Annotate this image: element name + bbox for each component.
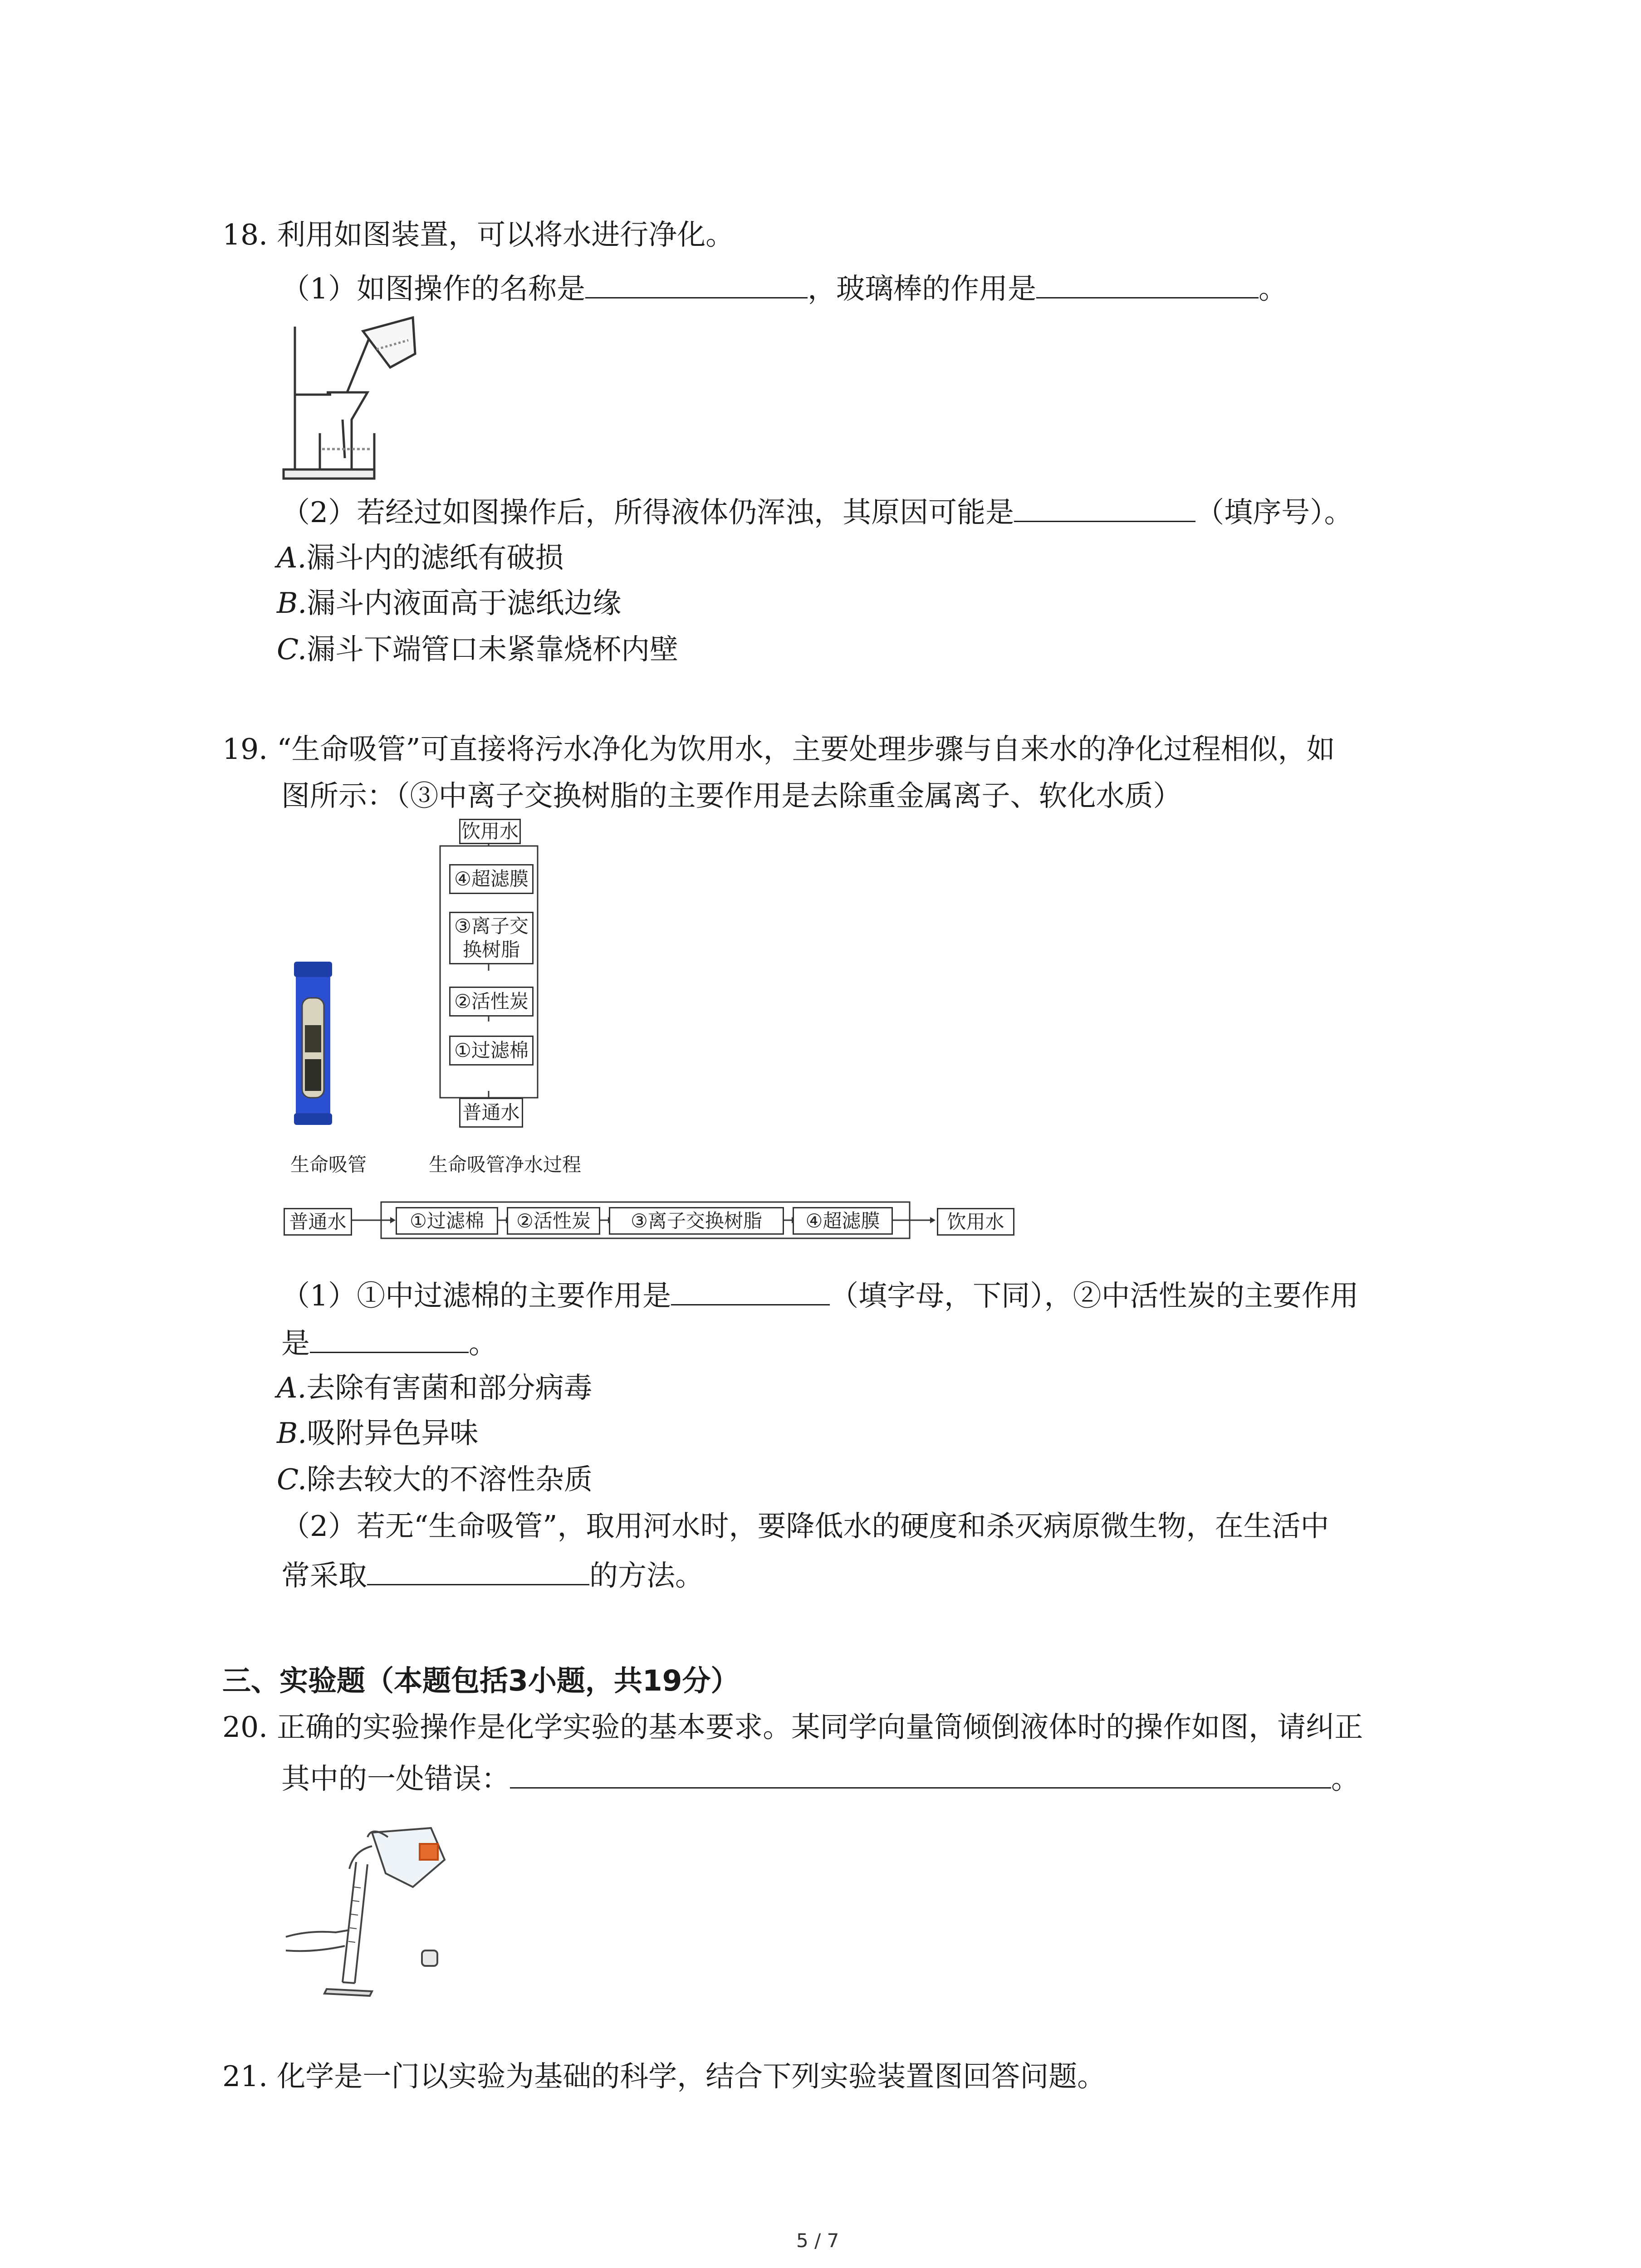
option-letter: C. — [277, 1463, 307, 1496]
q19-part2-line2 — [281, 1557, 704, 1594]
q18-p2-text-b: （填序号）。 — [1195, 496, 1353, 529]
option-letter: C. — [277, 633, 307, 666]
option-letter: B. — [277, 587, 307, 620]
q19-blank-method[interactable] — [367, 1557, 589, 1585]
q21-stem: 21. 化学是一门以实验为基础的科学，结合下列实验装置图回答问题。 — [222, 2060, 1106, 2093]
q18-blank-operation-name[interactable] — [585, 270, 808, 298]
q19-p2-text-c: 的方法。 — [589, 1559, 704, 1592]
q18-option-c — [277, 631, 678, 668]
q20-line1: 20. 正确的实验操作是化学实验的基本要求。某同学向量筒倾倒液体时的操作如图，请纠正 — [222, 1711, 1363, 1744]
q18-p2-text-a: （2）若经过如图操作后，所得液体仍浑浊，其原因可能是 — [281, 496, 1014, 529]
pouring-liquid-figure — [281, 1819, 499, 2000]
hflow-step-1: ①过滤棉 — [396, 1207, 498, 1235]
vflow-ordinary-water: 普通水 — [459, 1098, 523, 1128]
caption-process: 生命吸管净水过程 — [429, 1154, 582, 1176]
q20-text-b: 。 — [1331, 1762, 1360, 1795]
q18-part1 — [281, 270, 1287, 307]
vflow-step-4: ④超滤膜 — [449, 864, 534, 894]
q19-option-c — [277, 1461, 593, 1498]
option-text: 除去较大的不溶性杂质 — [306, 1463, 593, 1496]
hflow-step-2: ②活性炭 — [507, 1207, 600, 1235]
q19-part2-line1: （2）若无“生命吸管”，取用河水时，要降低水的硬度和杀灭病原微生物，在生活中 — [281, 1510, 1329, 1543]
vflow-step-1: ①过滤棉 — [449, 1036, 534, 1066]
page-number: 5 / 7 — [796, 2229, 839, 2252]
q19-blank-filter-cotton[interactable] — [671, 1277, 830, 1305]
option-text: 漏斗内液面高于滤纸边缘 — [307, 587, 622, 620]
option-letter: B. — [277, 1417, 307, 1450]
option-letter: A. — [277, 541, 307, 574]
q20-line2 — [281, 1760, 1360, 1797]
life-straw-photo — [290, 957, 336, 1129]
q18-p1-text-c: 。 — [1259, 272, 1288, 305]
vflow-step-2: ②活性炭 — [449, 987, 534, 1017]
option-letter: A. — [277, 1371, 307, 1404]
q19-blank-activated-carbon[interactable] — [310, 1325, 469, 1353]
q19-option-b — [277, 1415, 478, 1452]
q19-p2-text-b: 常采取 — [281, 1559, 367, 1592]
q19-part1-line2 — [281, 1325, 497, 1362]
option-text: 漏斗下端管口未紧靠烧杯内壁 — [306, 633, 678, 666]
q18-p1-text-b: ，玻璃棒的作用是 — [808, 272, 1037, 305]
q18-p1-text-a: （1）如图操作的名称是 — [281, 272, 586, 305]
q19-part1-line1 — [281, 1277, 1359, 1314]
q19-stem-line2: 图所示：（③中离子交换树脂的主要作用是去除重金属离子、软化水质） — [281, 779, 1182, 812]
q19-p1-text-a: （1）①中过滤棉的主要作用是 — [281, 1279, 671, 1312]
hflow-drinking-water: 饮用水 — [937, 1208, 1014, 1236]
option-text: 去除有害菌和部分病毒 — [306, 1371, 593, 1404]
hflow-step-3: ③离子交换树脂 — [609, 1207, 784, 1235]
q20-text-a: 其中的一处错误： — [281, 1762, 510, 1795]
q18-blank-reason[interactable] — [1014, 494, 1195, 522]
q18-option-b — [277, 585, 621, 621]
q19-option-a — [277, 1370, 593, 1406]
filtration-apparatus-figure — [277, 313, 422, 485]
q19-p1-text-b: （填字母，下同），②中活性炭的主要作用 — [830, 1279, 1359, 1312]
vflow-drinking-water: 饮用水 — [459, 819, 521, 844]
hflow-ordinary-water: 普通水 — [284, 1208, 352, 1236]
vflow-step-3: ③离子交换树脂 — [449, 912, 534, 964]
q19-p1-text-d: 。 — [469, 1327, 497, 1360]
section-3-heading: 三、实验题（本题包括3小题，共19分） — [222, 1664, 740, 1697]
q18-stem: 18. 利用如图装置，可以将水进行净化。 — [222, 218, 735, 251]
q19-stem-line1: 19. “生命吸管”可直接将污水净化为饮用水，主要处理步骤与自来水的净化过程相似，如 — [222, 733, 1335, 766]
hflow-step-4: ④超滤膜 — [793, 1207, 893, 1235]
q18-part2 — [281, 494, 1353, 531]
option-text: 漏斗内的滤纸有破损 — [306, 541, 564, 574]
option-text: 吸附异色异味 — [307, 1417, 479, 1450]
caption-life-straw: 生命吸管 — [290, 1154, 367, 1176]
q20-blank-error[interactable] — [510, 1760, 1331, 1789]
q18-option-a — [277, 540, 564, 576]
q18-blank-glass-rod-role[interactable] — [1036, 270, 1259, 298]
q19-p1-text-c: 是 — [281, 1327, 310, 1360]
